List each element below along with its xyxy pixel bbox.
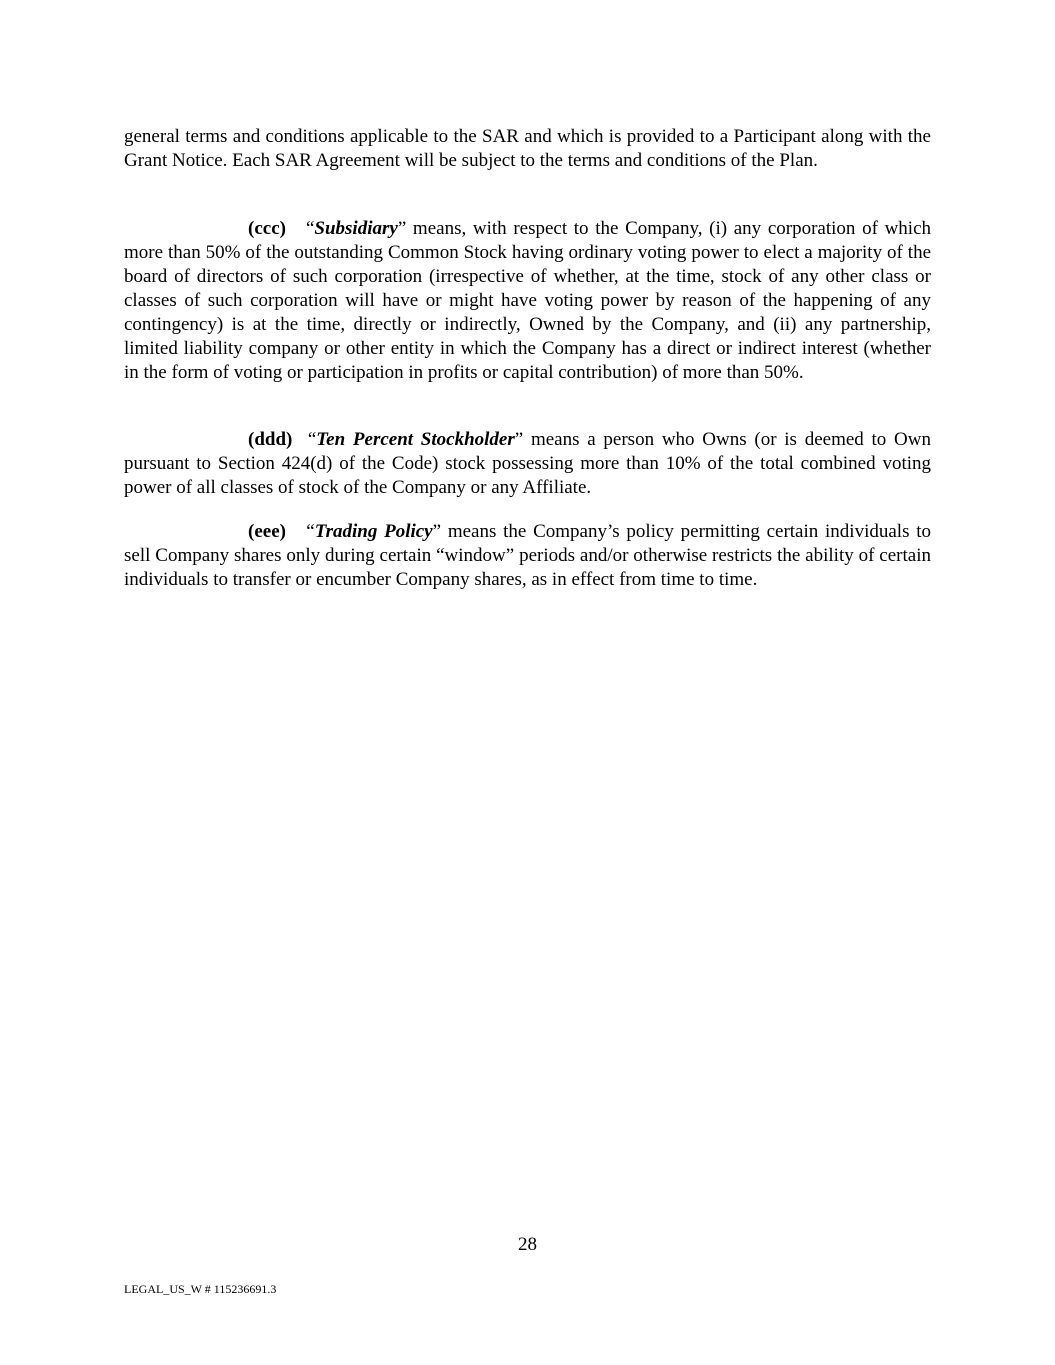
paragraph-definition-subsidiary bbox=[124, 217, 931, 385]
close-quote: ” bbox=[514, 429, 524, 450]
close-quote: ” bbox=[397, 218, 407, 239]
page-number: 28 bbox=[518, 1234, 537, 1255]
definition-text: means the Company’s policy permitting certain individuals to sell Company shares only during certain “window” periods and/or otherwise restricts the ability of certain individuals to transfer or encumber Company shares, as in effect from time to time. bbox=[124, 521, 932, 590]
defined-term: Subsidiary bbox=[314, 218, 398, 239]
paragraph-definition-trading-policy bbox=[124, 520, 931, 592]
close-quote: ” bbox=[432, 521, 442, 542]
defined-term: Trading Policy bbox=[314, 521, 433, 542]
paragraph-intro bbox=[124, 125, 931, 173]
document-id: LEGAL_US_W # 115236691.3 bbox=[124, 1282, 277, 1296]
open-quote: “ bbox=[306, 521, 315, 542]
section-enumerator: (eee) bbox=[248, 521, 286, 542]
open-quote: “ bbox=[305, 218, 315, 239]
open-quote: “ bbox=[307, 429, 317, 450]
defined-term: Ten Percent Stockholder bbox=[316, 429, 515, 450]
section-enumerator: (ccc) bbox=[248, 218, 286, 239]
section-enumerator: (ddd) bbox=[248, 429, 293, 450]
paragraph-definition-ten-percent-stockholder bbox=[124, 428, 931, 500]
definition-text: means, with respect to the Company, (i) any corporation of which more than 50% of the outstanding Common Stock having ordinary voting power to elect a majority of the board of directors of such corporation (irrespective of whether, at the time, stock of any other class or classes of such corporation will have or might have voting power by reason of the happening of any contingency) is at the time, directly or indirectly, Owned by the Company, and (ii) any partnership, limited liability company or other entity in which the Company has a direct or indirect interest (whether in the form of voting or participation in profits or capital contribution) of more than 50%. bbox=[124, 218, 932, 383]
definition-text: means a person who Owns (or is deemed to Own pursuant to Section 424(d) of the Code) stock possessing more than 10% of the total combined voting power of all classes of stock of the Company or any Affiliate. bbox=[124, 429, 932, 498]
paragraph-text: general terms and conditions applicable to the SAR and which is provided to a Participant along with the Grant Notice. Each SAR Agreement will be subject to the terms and conditions of the Plan. bbox=[124, 126, 931, 171]
